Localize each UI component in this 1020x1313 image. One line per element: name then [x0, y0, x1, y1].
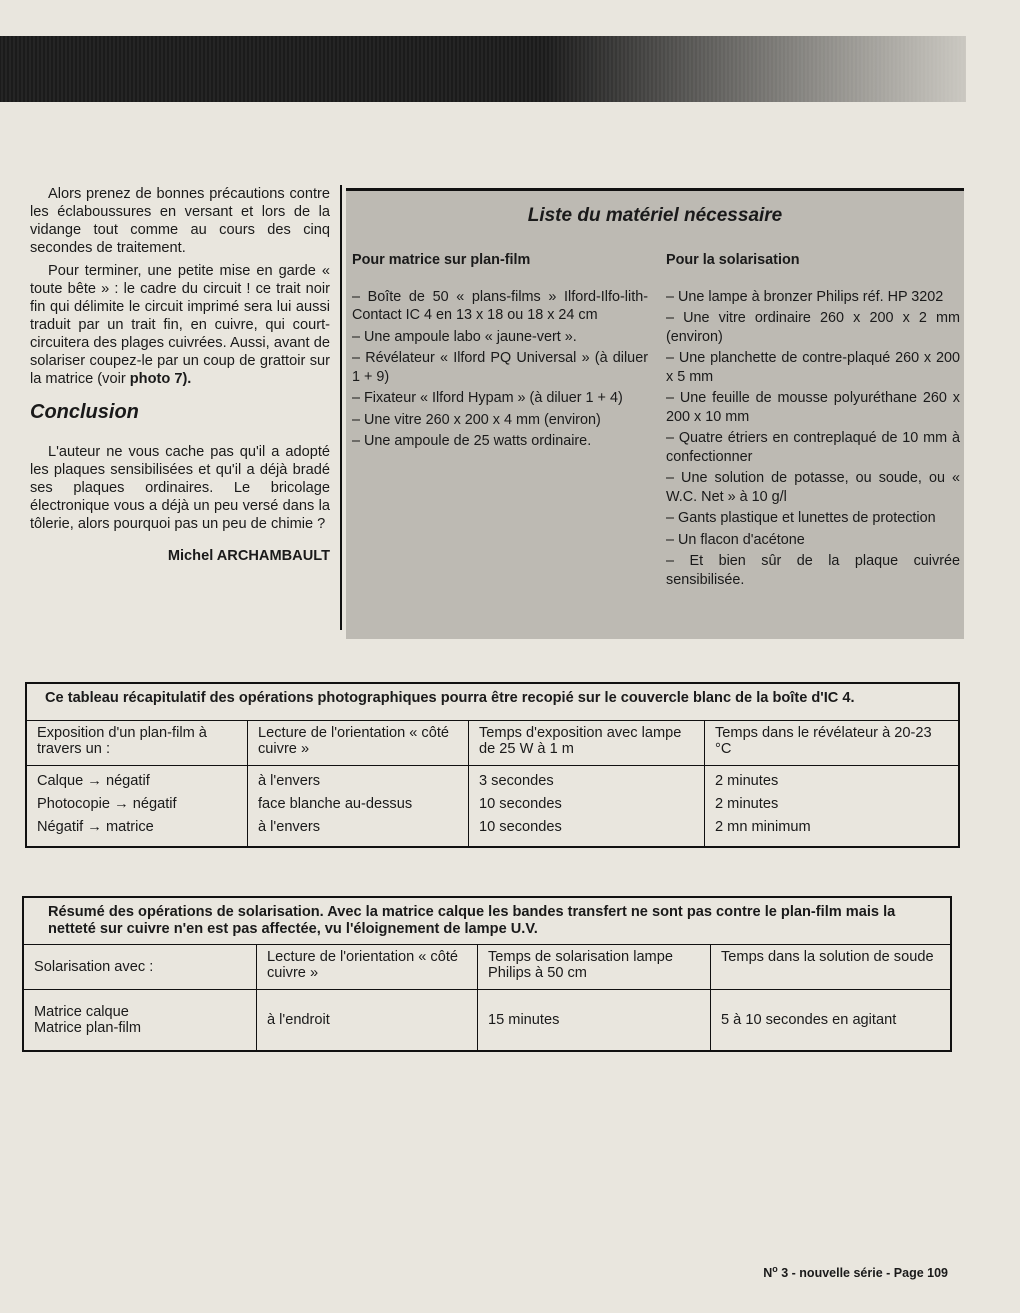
cell-line: 3 secondes — [479, 773, 554, 789]
table-header-row — [26, 721, 959, 766]
table-cell: 15 minutes — [478, 990, 711, 1052]
footer-number-label: N — [763, 1266, 773, 1281]
left-column — [30, 185, 330, 565]
materiel-item: – Fixateur « Ilford Hypam » (à diluer 1 + 4) — [352, 390, 623, 406]
table-cell: à l'endroit — [257, 990, 478, 1052]
cell-line: 2 minutes — [715, 796, 779, 812]
table-cell: 5 à 10 secondes en agitant — [711, 990, 952, 1052]
page-footer — [763, 1264, 948, 1280]
materiel-left-column — [352, 251, 648, 454]
paragraph-mise-en-garde — [30, 262, 330, 388]
table-cell — [705, 766, 960, 848]
cell-line: Matrice plan-film — [34, 1020, 142, 1036]
solarisation-table — [22, 896, 952, 1052]
cell-line: 10 secondes — [479, 796, 562, 812]
materiel-item: – Et bien sûr de la plaque cuivrée sensibilisée. — [666, 553, 960, 588]
table-caption: Résumé des opérations de solarisation. Avec la matrice calque les bandes transfert ne sont pas contre le plan-film mais la netteté sur cuivre n'en est pas affectée, vu l'éloignement de lampe U.V. — [23, 897, 951, 945]
cell-line: Négatif → matrice — [37, 819, 154, 835]
materiel-item: – Une feuille de mousse polyuréthane 260 x 200 x 10 mm — [666, 390, 960, 425]
table-header: Solarisation avec : — [23, 945, 257, 990]
materiel-item: – Une planchette de contre-plaqué 260 x 200 x 5 mm — [666, 350, 960, 385]
materiel-item: – Une solution de potasse, ou soude, ou « W.C. Net » à 10 g/l — [666, 470, 960, 505]
materiel-right-heading: Pour la solarisation — [666, 252, 800, 268]
table-header: Lecture de l'orientation « côté cuivre » — [257, 945, 478, 990]
table-cell — [26, 766, 248, 848]
footer-number-sup: o — [772, 1264, 778, 1274]
table-row — [23, 990, 951, 1052]
materiel-item: – Une lampe à bronzer Philips réf. HP 3202 — [666, 288, 944, 305]
materiel-item: – Quatre étriers en contreplaqué de 10 mm à confectionner — [666, 430, 960, 465]
photo-reference: photo 7). — [129, 371, 192, 387]
footer-page-info: 3 - nouvelle série - Page 109 — [777, 1266, 948, 1281]
header-band — [0, 36, 966, 102]
table-header: Lecture de l'orientation « côté cuivre » — [248, 721, 469, 766]
cell-line: 10 secondes — [479, 819, 562, 835]
author-name: Michel ARCHAMBAULT — [167, 548, 330, 564]
table-header: Temps d'exposition avec lampe de 25 W à 1 m — [469, 721, 705, 766]
table-header: Exposition d'un plan-film à travers un : — [26, 721, 248, 766]
cell-line: face blanche au-dessus — [258, 796, 413, 812]
cell-line: Matrice calque — [34, 1004, 129, 1020]
materiel-item: – Gants plastique et lunettes de protection — [666, 510, 936, 526]
materiel-box — [346, 188, 964, 639]
table-cell — [23, 990, 257, 1052]
table-header: Temps dans le révélateur à 20-23 °C — [705, 721, 960, 766]
materiel-right-column — [666, 251, 960, 592]
materiel-item: – Une ampoule labo « jaune-vert ». — [352, 328, 577, 345]
table-cell — [248, 766, 469, 848]
table-caption: Ce tableau récapitulatif des opérations photographiques pourra être recopié sur le couvercle blanc de la boîte d'IC 4. — [26, 683, 959, 721]
paragraph-precautions: Alors prenez de bonnes précautions contre les éclaboussures en versant et lors de la vidange tout comme au cours des cinq secondes de traitement. — [30, 186, 330, 256]
cell-line: à l'envers — [258, 819, 321, 835]
paragraph-conclusion: L'auteur ne vous cache pas qu'il a adopté les plaques sensibilisées et qu'il a déjà bradé ses plaques ordinaires. Le bricolage électronique vous a déjà un peu versé dans la tôlerie, alors pourquoi pas un peu de chimie ? — [30, 444, 330, 532]
cell-line: Photocopie → négatif — [37, 796, 177, 812]
table-header-row — [23, 945, 951, 990]
materiel-left-heading: Pour matrice sur plan-film — [352, 252, 531, 268]
table-cell — [469, 766, 705, 848]
cell-line: 2 minutes — [715, 773, 779, 789]
cell-line: à l'envers — [258, 773, 321, 789]
photo-operations-table — [25, 682, 960, 848]
materiel-item: – Une vitre ordinaire 260 x 200 x 2 mm (environ) — [666, 310, 960, 345]
column-divider — [340, 185, 342, 630]
table-header: Temps de solarisation lampe Philips à 50 cm — [478, 945, 711, 990]
materiel-item: – Une ampoule de 25 watts ordinaire. — [352, 433, 592, 449]
cell-line: Calque → négatif — [37, 773, 150, 789]
materiel-item: – Boîte de 50 « plans-films » Ilford-Ilfo-lith-Contact IC 4 en 13 x 18 ou 18 x 24 cm — [352, 288, 648, 323]
materiel-item: – Une vitre 260 x 200 x 4 mm (environ) — [352, 411, 601, 428]
materiel-item: – Révélateur « Ilford PQ Universal » (à diluer 1 + 9) — [352, 350, 648, 385]
conclusion-heading: Conclusion — [30, 401, 139, 423]
materiel-item: – Un flacon d'acétone — [666, 531, 805, 548]
table-row — [26, 766, 959, 848]
table-header: Temps dans la solution de soude — [711, 945, 952, 990]
cell-line: 2 mn minimum — [715, 819, 811, 835]
materiel-title: Liste du matériel nécessaire — [527, 205, 783, 226]
mise-en-garde-text: Pour terminer, une petite mise en garde « toute bête » : le cadre du circuit ! ce trait noir fin qui délimite le circuit imprimé sera lui aussi traduit par un trait fin, en cuivre, qui court-circuitera des plages cuivrées. Aussi, avant de solariser coupez-le par un coup de grattoir sur la matrice (voir — [30, 263, 330, 387]
